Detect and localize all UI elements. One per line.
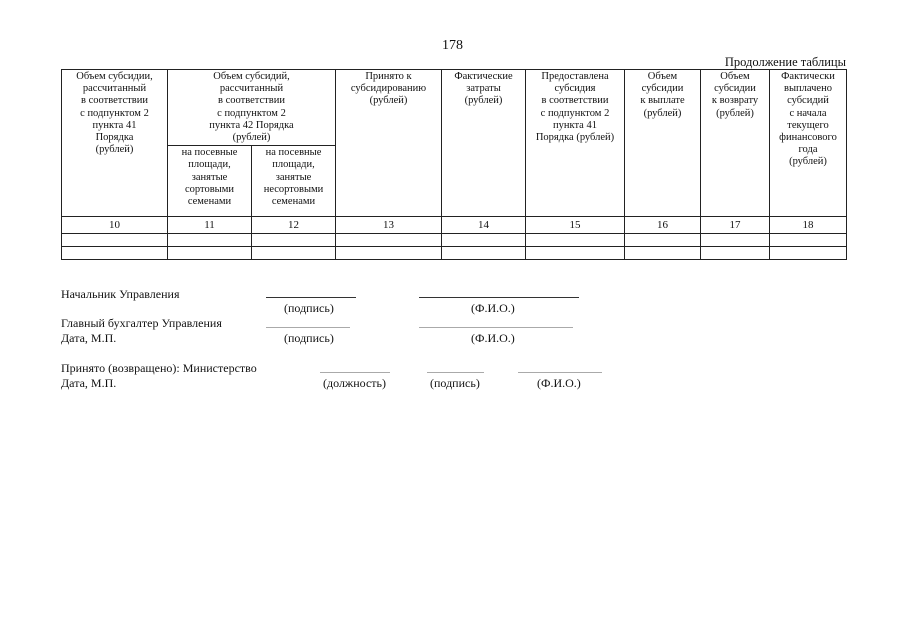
fio-caption: (Ф.И.О.) xyxy=(471,301,515,315)
head-signature-line xyxy=(266,297,356,298)
signature-caption: (подпись) xyxy=(284,331,334,345)
ministry-fio-line xyxy=(518,372,602,373)
signature-caption: (подпись) xyxy=(430,376,480,390)
page-number: 178 xyxy=(442,38,463,53)
column-number: 14 xyxy=(442,217,526,234)
column-number: 12 xyxy=(252,217,336,234)
position-caption: (должность) xyxy=(323,376,386,390)
chief-accountant-label: Главный бухгалтер Управления xyxy=(61,316,222,330)
subsidy-table xyxy=(61,69,847,260)
column-number: 16 xyxy=(625,217,701,234)
accountant-fio-line xyxy=(419,327,573,328)
head-fio-line xyxy=(419,297,579,298)
blank-table-row xyxy=(62,234,847,247)
table-continuation-label: Продолжение таблицы xyxy=(724,55,846,69)
blank-table-row xyxy=(62,247,847,260)
fio-caption: (Ф.И.О.) xyxy=(471,331,515,345)
header-col-12: на посевные площади, занятые несортовыми семенами xyxy=(252,146,336,217)
header-col-18: Фактически выплачено субсидий с начала текущего финансового года (рублей) xyxy=(770,70,847,217)
header-col-10: Объем субсидии, рассчитанный в соответствии с подпунктом 2 пункта 41 Порядка (рублей) xyxy=(62,70,168,217)
header-col-14: Фактические затраты (рублей) xyxy=(442,70,526,217)
fio-caption: (Ф.И.О.) xyxy=(537,376,581,390)
date-seal-label: Дата, М.П. xyxy=(61,331,117,345)
column-number: 11 xyxy=(168,217,252,234)
header-col-13: Принято к субсидированию (рублей) xyxy=(336,70,442,217)
ministry-position-line xyxy=(320,372,390,373)
header-row xyxy=(62,70,847,146)
accountant-signature-line xyxy=(266,327,350,328)
column-number: 15 xyxy=(526,217,625,234)
header-col-11: на посевные площади, занятые сортовыми семенами xyxy=(168,146,252,217)
ministry-signature-line xyxy=(427,372,484,373)
column-number: 10 xyxy=(62,217,168,234)
column-number: 17 xyxy=(701,217,770,234)
header-col-17: Объем субсидии к возврату (рублей) xyxy=(701,70,770,217)
header-col-16: Объем субсидии к выплате (рублей) xyxy=(625,70,701,217)
column-number-row xyxy=(62,217,847,234)
head-of-department-label: Начальник Управления xyxy=(61,287,180,301)
date-seal-label: Дата, М.П. xyxy=(61,376,117,390)
column-number: 18 xyxy=(770,217,847,234)
ministry-accepted-label: Принято (возвращено): Министерство xyxy=(61,361,257,375)
column-number: 13 xyxy=(336,217,442,234)
signature-caption: (подпись) xyxy=(284,301,334,315)
header-col-11-12: Объем субсидий, рассчитанный в соответствии с подпунктом 2 пункта 42 Порядка (рублей) xyxy=(168,70,336,146)
header-col-15: Предоставлена субсидия в соответствии с подпунктом 2 пункта 41 Порядка (рублей) xyxy=(526,70,625,217)
